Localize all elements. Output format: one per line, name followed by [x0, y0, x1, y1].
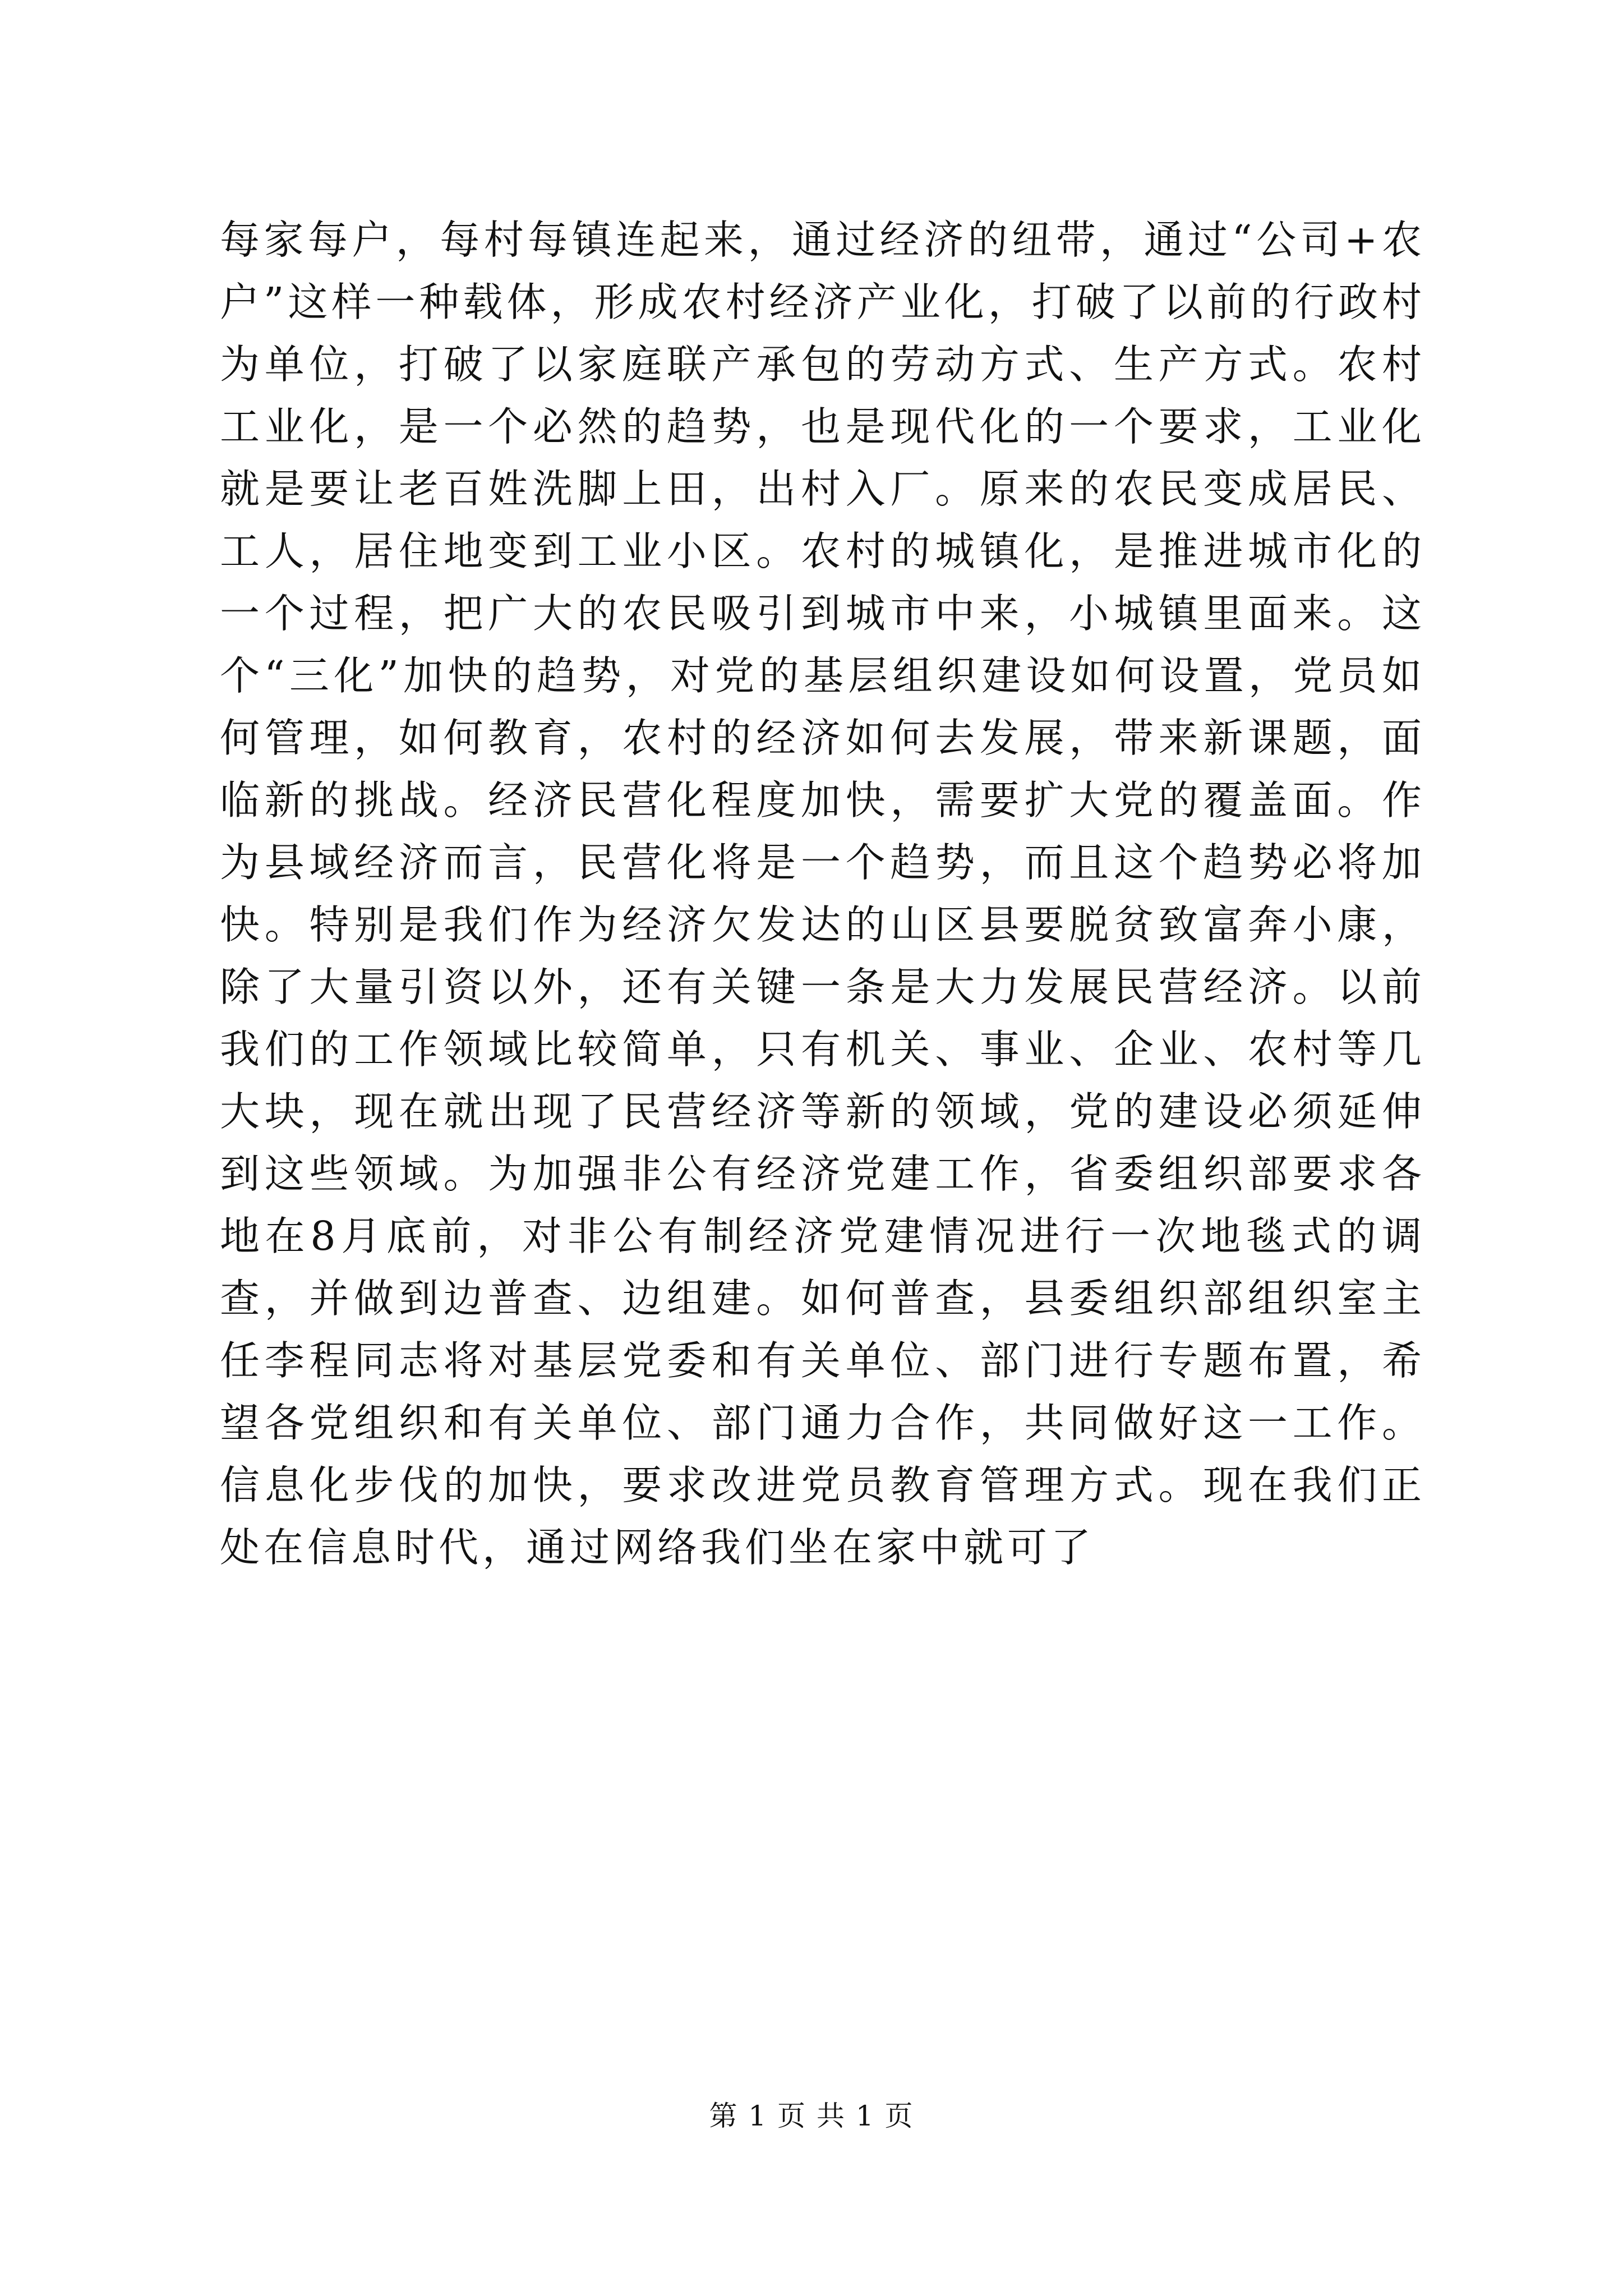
body-paragraph: 每家每户，每村每镇连起来，通过经济的纽带，通过“公司+农户”这样一种载体，形成农村经济产业化，打破了以前的行政村为单位，打破了以家庭联产承包的劳动方式、生产方式。农村工业化，是一个必然的趋势，也是现代化的一个要求，工业化就是要让老百姓洗脚上田，出村入厂。原来的农民变成居民、工人，居住地变到工业小区。农村的城镇化，是推进城市化的一个过程，把广大的农民吸引到城市中来，小城镇里面来。这个“三化”加快的趋势，对党的基层组织建设如何设置，党员如何管理，如何教育，农村的经济如何去发展，带来新课题，面临新的挑战。经济民营化程度加快，需要扩大党的覆盖面。作为县域经济而言，民营化将是一个趋势，而且这个趋势必将加快。特别是我们作为经济欠发达的山区县要脱贫致富奔小康，除了大量引资以外，还有关键一条是大力发展民营经济。以前我们的工作领域比较简单，只有机关、事业、企业、农村等几大块，现在就出现了民营经济等新的领域，党的建设必须延伸到这些领域。为加强非公有经济党建工作，省委组织部要求各地在8月底前，对非公有制经济党建情况进行一次地毯式的调查，并做到边普查、边组建。如何普查，县委组织部组织室主任李程同志将对基层党委和有关单位、部门进行专题布置，希望各党组织和有关单位、部门通力合作，共同做好这一工作。信息化步伐的加快，要求改进党员教育管理方式。现在我们正处在信息时代，通过网络我们坐在家中就可了 [220, 217, 1426, 1571]
page-footer: 第 1 页 共 1 页 [709, 2100, 914, 2132]
